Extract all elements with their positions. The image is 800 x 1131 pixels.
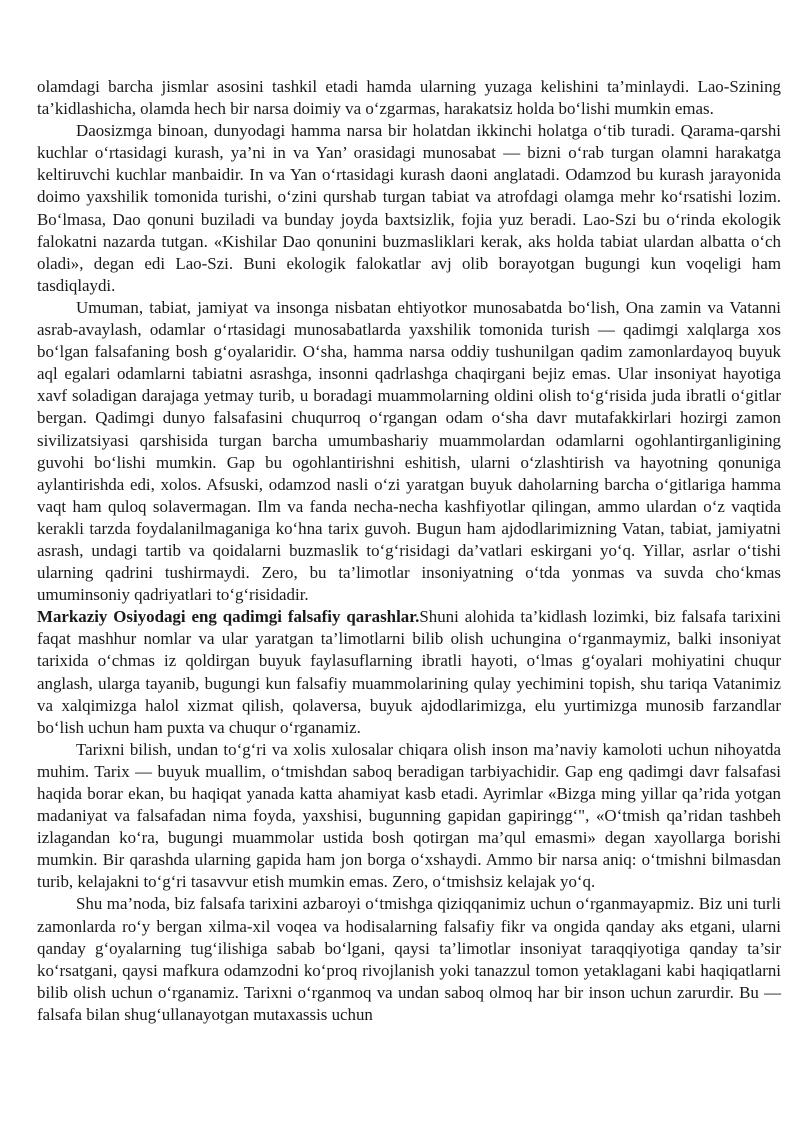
paragraph-text: Shuni alohida ta’kidlash lozimki, biz falsafa tarixini faqat mashhur nomlar va ular yaratgan ta’limotlarni bilib olish uchungina o‘rganmaymiz, balki insoniyat tarixida o‘chmas iz qoldirgan buyuk faylasuflarning ibratli hayoti, o‘lmas g‘oyalari mohiyatini chuqur anglash, ularga tayanib, bugungi kun falsafiy muammolarining qulay yechimini topish, shu tariqa Vatanimiz va xalqimizga halol xizmat qilish, qolaversa, buyuk ajdodlarimizga, elu yurtimizga munosib farzandlar bo‘lish uchun ham puxta va chuqur o‘rganamiz.: [37, 607, 781, 737]
paragraph-text: Daosizmga binoan, dunyodagi hamma narsa bir holatdan ikkinchi holatga o‘tib turadi. Qarama-qarshi kuchlar o‘rtasidagi kurash, ya’ni in va Yan’ orasidagi munosabat — bizni o‘rab turgan olamni harakatga keltiruvchi kuchlar manbaidir. In va Yan o‘rtasidagi kurash daoni anglatadi. Odamzod bu kurash jarayonida doimo yaxshilik tomonida turishi, o‘zini qurshab turgan tabiat va atrofdagi olamga mehr ko‘rsatishi lozim. Bo‘lmasa, Dao qonuni buziladi va bunday joyda baxtsizlik, fojia yuz beradi. Lao-Szi bu o‘rinda ekologik falokatni nazarda tutgan. «Kishilar Dao qonunini buzmasliklari kerak, aks holda tabiat ulardan albatta o‘ch oladi», degan edi Lao-Szi. Buni ekologik falokatlar avj olib borayotgan bugungi kun voqeligi ham tasdiqlaydi.: [37, 121, 781, 295]
paragraph-text: Umuman, tabiat, jamiyat va insonga nisbatan ehtiyotkor munosabatda bo‘lish, Ona zamin va Vatanni asrab-avaylash, odamlar o‘rtasidagi munosabatlarda yaxshilik tomonida turish — qadimgi xalqlarga xos bo‘lgan falsafaning bosh g‘oyalaridir. O‘sha, hamma narsa oddiy tushunilgan qadim zamonlardayoq buyuk aql egalari odamlarni tabiatni asrashga, insonni qadrlashga chaqirgani bejiz emas. Ular insoniyat hayotiga xavf soladigan darajaga yetmay turib, u boradagi muammolarning oldini olish to‘g‘risida juda ibratli o‘gitlar bergan. Qadimgi dunyo falsafasini chuqurroq o‘rgangan odam o‘sha davr mutafakkirlari hozirgi zamon sivilizatsiyasi qarshisida turgan barcha umumbashariy muammolardan odamlarni ogohlantirganligining guvohi bo‘lishi mumkin. Gap bu ogohlantirishni eshitish, ularni o‘zlashtirish va hayotning qonuniga aylantirishda edi, xolos. Afsuski, odamzod nasli o‘zi yaratgan buyuk daholarning barcha o‘gitlariga hamma vaqt ham quloq solavermagan. Ilm va fanda necha-necha kashfiyotlar qilingan, ammo ulardan o‘z vaqtida kerakli tarzda foydalanilmaganiga ko‘hna tarix guvoh. Bugun ham ajdodlarimizning Vatan, tabiat, jamiyatni asrash, undagi tartib va qoidalarni buzmaslik to‘g‘risidagi da’vatlari eskirgani yo‘q. Yillar, asrlar o‘tishi ularning qadrini tushirmaydi. Zero, bu ta’limotlar insoniyatning o‘tda yonmas va suvda cho‘kmas umuminsoniy qadriyatlari to‘g‘risidadir.: [37, 297, 781, 605]
paragraph-text: olamdagi barcha jismlar asosini tashkil etadi hamda ularning yuzaga kelishini ta’minlaydi. Lao-Szining ta’kidlashicha, olamda hech bir narsa doimiy va o‘zgarmas, harakatsiz holda bo‘lishi mumkin emas.: [37, 77, 781, 119]
section-paragraph: [37, 606, 781, 739]
paragraph-text: Tarixni bilish, undan to‘g‘ri va xolis xulosalar chiqara olish inson ma’naviy kamoloti uchun nihoyatda muhim. Tarix — buyuk muallim, o‘tmishdan saboq beradigan tarbiyachidir. Gap eng qadimgi davr falsafasi haqida borar ekan, bu haqiqat yanada katta ahamiyat kasb etadi. Ayrimlar «Bizga ming yillar qa’rida yotgan madaniyat va falsafadan nima foyda, yaxshisi, bugunning gapidan gapiringg‘", «O‘tmish qa’ridan tashbeh izlagandan ko‘ra, bugungi muammolar ustida bosh qotirgan ma’qul emasmi» degan xayollarga borishi mumkin. Bir qarashda ularning gapida ham jon borga o‘xshaydi. Ammo bir narsa aniq: o‘tmishni bilmasdan turib, kelajakni to‘g‘ri tasavvur etish mumkin emas. Zero, o‘tmishsiz kelajak yo‘q.: [37, 739, 781, 892]
paragraph-nature-society: [37, 297, 781, 606]
paragraph-text: Shu ma’noda, biz falsafa tarixini azbaroyi o‘tmishga qiziqqanimiz uchun o‘rganmayapmiz. Biz uni turli zamonlarda ro‘y bergan xilma-xil voqea va hodisalarning falsafiy fikr va ongida qanday aks etgani, ularni qanday g‘oyalarning tug‘ilishiga sabab bo‘lgani, qaysi ta’limotlar insoniyat taraqqiyotiga qanday ta’sir ko‘rsatgani, qaysi mafkura odamzodni ko‘proq rivojlanish yoki tanazzul tomon yetaklagani kabi haqiqatlarni bilib olish uchun o‘rganamiz. Tarixni o‘rganmoq va undan saboq olmoq har bir inson uchun zarurdir. Bu — falsafa bilan shug‘ullanayotgan mutaxassis uchun: [37, 894, 781, 1024]
document-page: [37, 76, 781, 1026]
paragraph-daosizm: [37, 120, 781, 297]
paragraph-continuation: [37, 76, 781, 120]
paragraph-meaning: [37, 893, 781, 1026]
section-heading: Markaziy Osiyodagi eng qadimgi falsafiy qarashlar.: [37, 607, 420, 627]
paragraph-history: [37, 739, 781, 894]
